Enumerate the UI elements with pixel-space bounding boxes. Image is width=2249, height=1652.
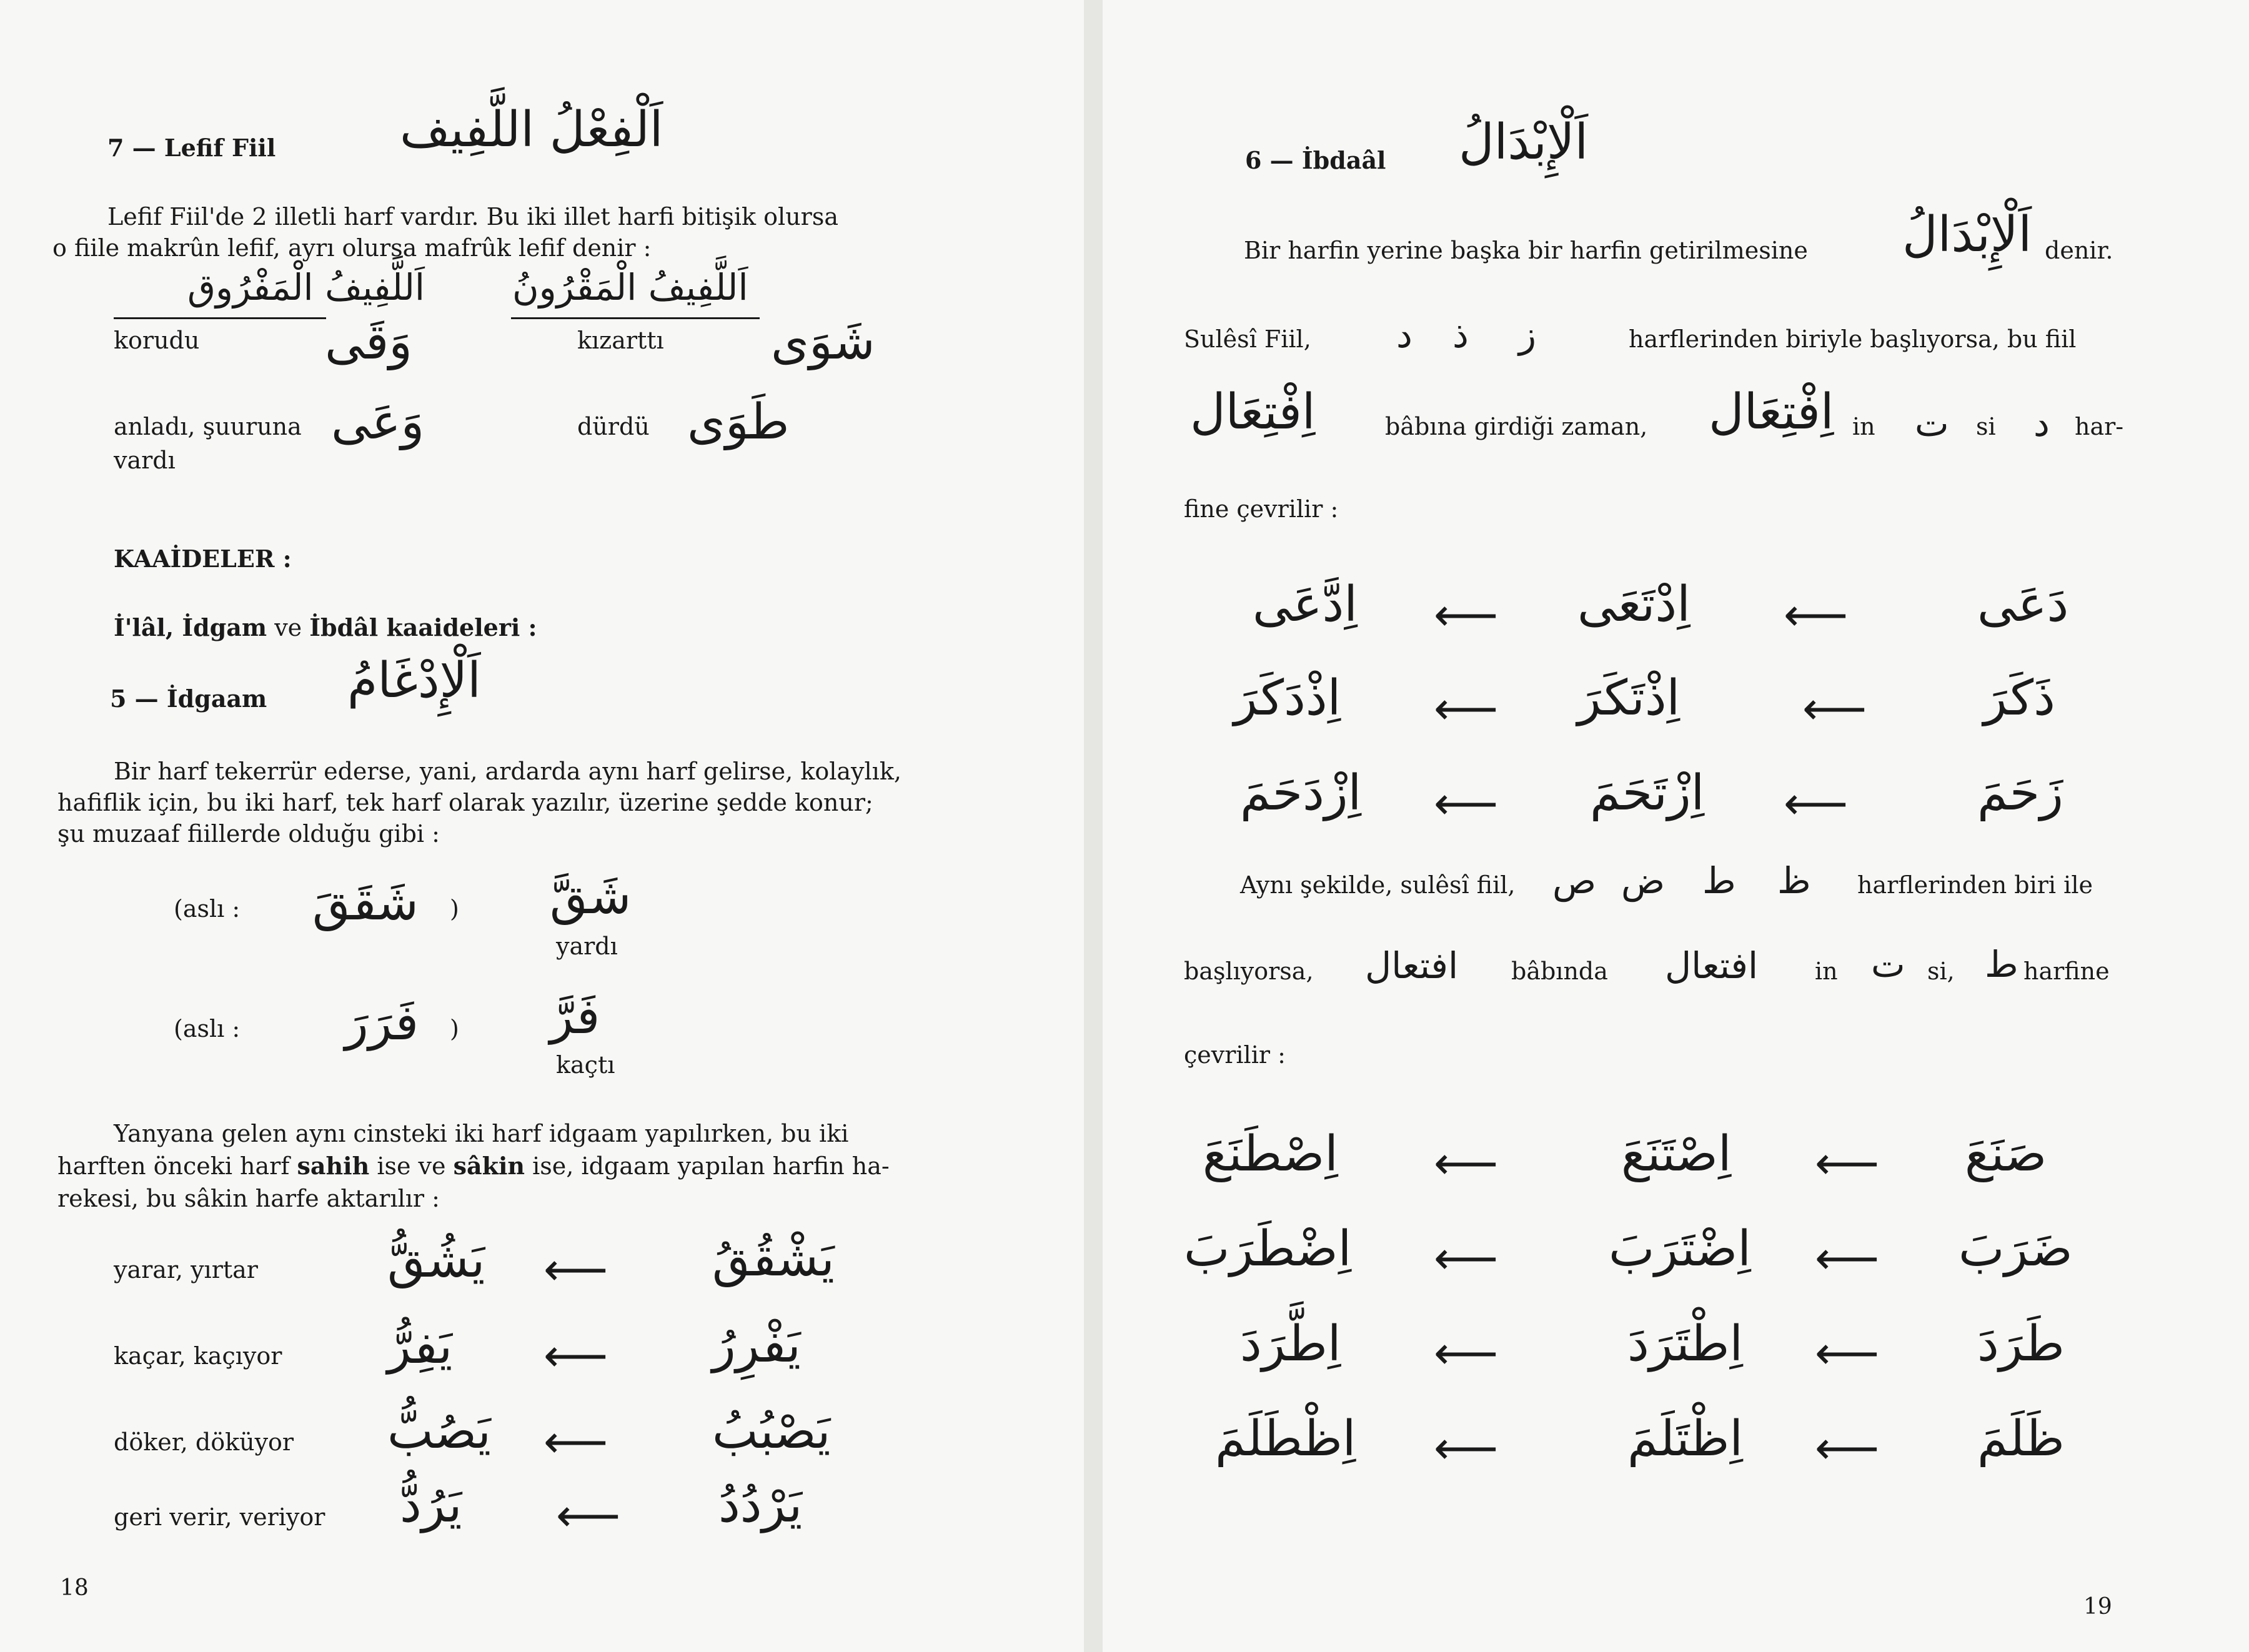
mafruk-arabic: اَللَّفِيفُ الْمَفْرُوق	[187, 266, 425, 309]
row-word: yarar, yırtar	[114, 1256, 258, 1284]
ibdal-p2-text: Sulêsî Fiil,	[1184, 325, 1311, 353]
ibdal-p1-text: Bir harfin yerine başka bir harfin getirilmesine	[1244, 237, 1808, 264]
letter-arabic: د	[2033, 402, 2050, 445]
example-arabic: وَقَى	[325, 314, 412, 370]
arrow-left-icon: ⟵	[1434, 1327, 1499, 1379]
example-arabic: شَوَى	[771, 314, 875, 370]
ibdal-p6-text: bâbında	[1511, 957, 1608, 985]
root-arabic: زَحَمَ	[1977, 765, 2063, 821]
arrow-left-icon: ⟵	[1815, 1137, 1880, 1189]
row-source-arabic: يَرْدُدُ	[718, 1477, 803, 1533]
mid-arabic: اِذْتَكَرَ	[1577, 670, 1681, 726]
text-part: ise ve	[377, 1152, 446, 1180]
result-word: yardı	[556, 932, 618, 960]
iftial-arabic: اِفْتِعَال	[1190, 384, 1316, 440]
arrow-left-icon: ⟵	[1434, 682, 1499, 734]
arrow-left-icon: ⟵	[1815, 1232, 1880, 1284]
ilal-part: İ'lâl, İdgam	[114, 613, 267, 641]
mid-arabic: اِطْتَرَدَ	[1627, 1316, 1744, 1372]
example-word: dürdü	[577, 413, 650, 440]
makrun-arabic: اَللَّفِيفُ الْمَقْرُونُ	[512, 266, 748, 309]
page-number: 18	[60, 1575, 89, 1601]
ibdal-p3-text: in	[1852, 413, 1875, 440]
lefif-paragraph-line-2: o fiile makrûn lefif, ayrı olursa mafrûk lefif denir :	[52, 234, 652, 262]
text-part: ise, idgaam yapılan harfin ha-	[532, 1152, 890, 1180]
ilal-part: ve	[274, 614, 302, 641]
root-arabic: صَنَعَ	[1965, 1126, 2047, 1182]
ilal-part: İbdâl kaaideleri :	[309, 613, 537, 641]
ibdal-p6-text: in	[1815, 957, 1838, 985]
close-paren: )	[450, 895, 459, 922]
letter-arabic: ط	[1702, 859, 1736, 902]
arrow-left-icon: ⟵	[544, 1415, 608, 1468]
idgam-heading: 5 — İdgaam	[110, 685, 267, 713]
final-arabic: اِطَّرَدَ	[1240, 1316, 1341, 1372]
row-word: döker, döküyor	[114, 1428, 294, 1456]
row-word: kaçar, kaçıyor	[114, 1342, 282, 1370]
letter-arabic: ط	[1985, 943, 2018, 986]
ibdal-title-arabic: اَلْإِبْدَالُ	[1459, 114, 1589, 171]
arrow-left-icon: ⟵	[1784, 588, 1849, 641]
letter-arabic: ض	[1621, 859, 1666, 902]
arrow-left-icon: ⟵	[1434, 1232, 1499, 1284]
iftial-arabic: اِفْتِعَال	[1709, 384, 1834, 440]
final-arabic: اِصْطَنَعَ	[1203, 1126, 1338, 1182]
example-word: vardı	[114, 447, 176, 474]
arrow-left-icon: ⟵	[1815, 1422, 1880, 1474]
example-arabic: طَوَى	[687, 394, 790, 450]
arrow-left-icon: ⟵	[1434, 777, 1499, 829]
mafruk-underline	[114, 317, 326, 319]
ilal-line	[114, 612, 537, 643]
mid-arabic: اِظْتَلَمَ	[1627, 1411, 1744, 1467]
row-result-arabic: يَرُدُّ	[400, 1477, 462, 1533]
idgam-paragraph-line-2: hafiflik için, bu iki harf, tek harf olarak yazılır, üzerine şedde konur;	[57, 789, 873, 816]
root-arabic: ضَرَبَ	[1959, 1221, 2073, 1277]
letter-arabic: ت	[1915, 402, 1949, 445]
row-source-arabic: يَصْبُبُ	[712, 1403, 831, 1460]
arrow-left-icon: ⟵	[1802, 682, 1867, 734]
close-paren: )	[450, 1015, 459, 1042]
ibdal-heading: 6 — İbdaâl	[1245, 146, 1386, 174]
final-arabic: اِظْطَلَمَ	[1215, 1411, 1356, 1467]
final-arabic: اِذْدَكَرَ	[1234, 670, 1341, 726]
letter-arabic: ص	[1552, 859, 1597, 902]
page-number: 19	[2083, 1594, 2112, 1620]
kaideler-heading: KAAİDELER :	[114, 545, 292, 573]
row-result-arabic: يَفِرُّ	[387, 1318, 453, 1375]
left-page	[0, 0, 1084, 1652]
ibdal-p6-end: harfine	[2023, 957, 2110, 985]
row-word: geri verir, veriyor	[114, 1503, 325, 1531]
arrow-left-icon: ⟵	[1784, 777, 1849, 829]
ibdal-p3-text: har-	[2075, 413, 2124, 440]
lefif-title-arabic: اَلْفِعْلُ اللَّفِيف	[400, 102, 663, 158]
arrow-left-icon: ⟵	[1815, 1327, 1880, 1379]
arrow-left-icon: ⟵	[544, 1329, 608, 1382]
yanyana-line-2	[57, 1150, 890, 1182]
asl-arabic: فَرَرَ	[345, 995, 419, 1051]
mid-arabic: اِصْتَنَعَ	[1621, 1126, 1732, 1182]
row-source-arabic: يَشْقُقُ	[712, 1231, 835, 1287]
letter-arabic: د	[1396, 314, 1412, 356]
root-arabic: طَرَدَ	[1977, 1316, 2065, 1372]
letter-arabic: ذ	[1452, 314, 1469, 356]
mid-arabic: اِضْتَرَبَ	[1609, 1221, 1751, 1277]
arrow-left-icon: ⟵	[1434, 1137, 1499, 1189]
ibdal-p1-arabic: اَلْإِبْدَالُ	[1902, 207, 2032, 263]
ibdal-p4-text: fine çevrilir :	[1184, 495, 1339, 523]
mid-arabic: اِزْتَحَمَ	[1590, 765, 1705, 821]
idgam-title-arabic: اَلْإِدْغَامُ	[347, 653, 481, 709]
letter-arabic: ز	[1519, 314, 1537, 356]
root-arabic: ذَكَرَ	[1983, 670, 2055, 726]
letter-arabic: ظ	[1777, 859, 1811, 902]
row-source-arabic: يَفْرِرُ	[712, 1317, 801, 1373]
example-arabic: وَعَى	[331, 394, 425, 450]
example-word: korudu	[114, 327, 200, 354]
yanyana-line-1: Yanyana gelen aynı cinsteki iki harf idgaam yapılırken, bu iki	[114, 1120, 849, 1147]
example-word: anladı, şuuruna	[114, 413, 302, 440]
result-word: kaçtı	[556, 1051, 615, 1079]
arrow-left-icon: ⟵	[1434, 588, 1499, 641]
ibdal-p6-text: si,	[1927, 957, 1955, 985]
iftial-arabic: افتعال	[1665, 944, 1759, 987]
idgam-paragraph-line-1: Bir harf tekerrür ederse, yani, ardarda aynı harf gelirse, kolaylık,	[114, 758, 901, 785]
text-part: sâkin	[453, 1152, 525, 1180]
row-result-arabic: يَصُبُّ	[387, 1403, 491, 1460]
lefif-heading: 7 — Lefif Fiil	[107, 134, 276, 162]
asli-label: (aslı :	[174, 895, 241, 922]
ibdal-p5-text: Aynı şekilde, sulêsî fiil,	[1240, 871, 1516, 899]
final-arabic: اِضْطَرَبَ	[1184, 1221, 1352, 1277]
lefif-paragraph-line-1: Lefif Fiil'de 2 illetli harf vardır. Bu iki illet harfi bitişik olursa	[107, 203, 838, 230]
result-arabic: شَقَّ	[550, 869, 632, 925]
ibdal-p3-text: si	[1976, 413, 1996, 440]
ibdal-p2-end: harflerinden biriyle başlıyorsa, bu fiil	[1629, 325, 2077, 353]
result-arabic: فَرَّ	[550, 989, 600, 1045]
ibdal-p5-end: harflerinden biri ile	[1857, 871, 2093, 899]
root-arabic: ظَلَمَ	[1977, 1411, 2065, 1467]
text-part: sahih	[297, 1152, 370, 1180]
final-arabic: اِدَّعَى	[1253, 576, 1358, 633]
ibdal-p3-text: bâbına girdiği zaman,	[1385, 413, 1648, 440]
arrow-left-icon: ⟵	[544, 1243, 608, 1295]
right-page	[1103, 0, 2249, 1652]
asli-label: (aslı :	[174, 1015, 241, 1042]
asl-arabic: شَقَقَ	[312, 875, 419, 931]
example-word: kızarttı	[577, 327, 664, 354]
ibdal-p6-text: başlıyorsa,	[1184, 957, 1314, 985]
yanyana-line-3: rekesi, bu sâkin harfe aktarılır :	[57, 1185, 440, 1212]
idgam-paragraph-line-3: şu muzaaf fiillerde olduğu gibi :	[57, 820, 440, 848]
mid-arabic: اِدْتَعَى	[1577, 576, 1690, 633]
makrun-underline	[511, 317, 760, 319]
arrow-left-icon: ⟵	[556, 1489, 621, 1541]
iftial-arabic: افتعال	[1365, 944, 1459, 987]
row-result-arabic: يَشُقُّ	[387, 1232, 485, 1288]
ibdal-p1-end: denir.	[2045, 237, 2113, 264]
arrow-left-icon: ⟵	[1434, 1422, 1499, 1474]
text-part: harften önceki harf	[57, 1152, 290, 1180]
final-arabic: اِزْدَحَمَ	[1240, 765, 1362, 821]
book-gutter	[1084, 0, 1103, 1652]
ibdal-p7-text: çevrilir :	[1184, 1041, 1286, 1069]
root-arabic: دَعَى	[1977, 576, 2069, 633]
letter-arabic: ت	[1871, 943, 1905, 986]
